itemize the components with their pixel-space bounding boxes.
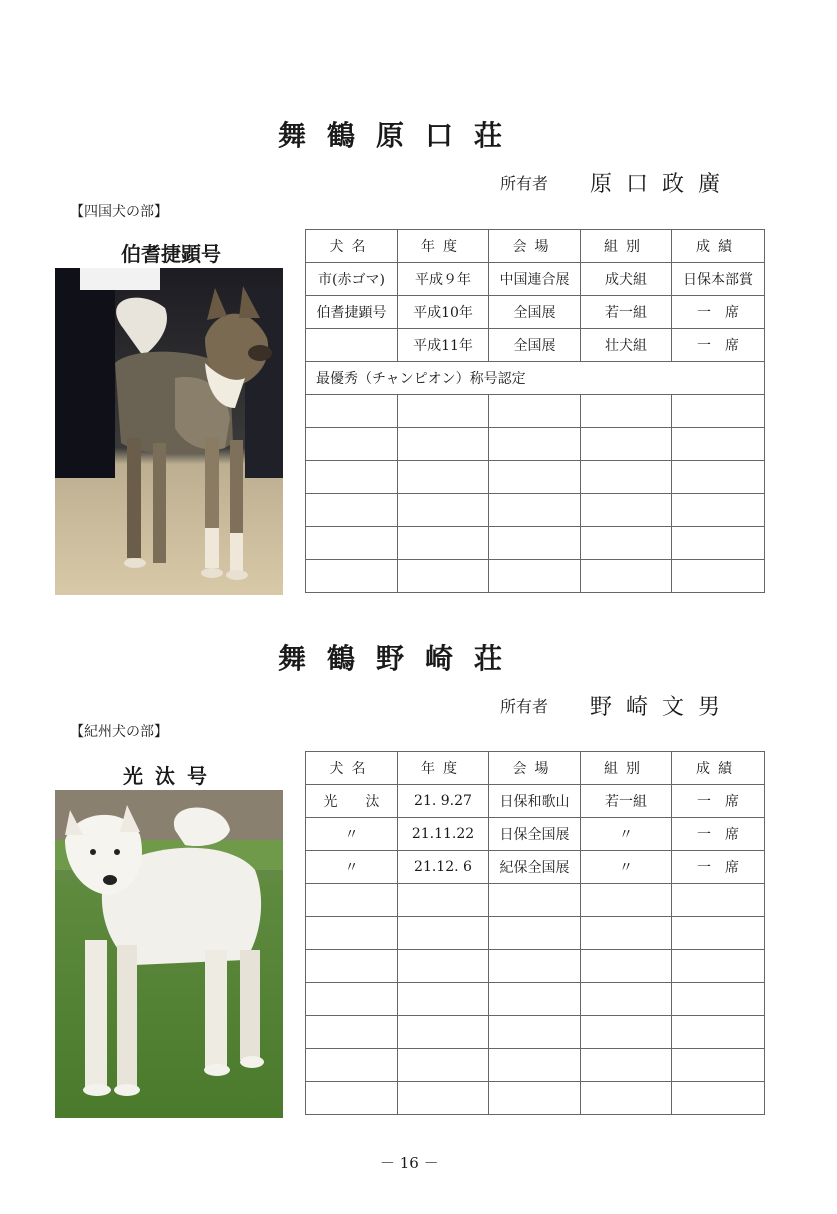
cell-dog-name: 市(赤ゴマ) — [306, 263, 398, 296]
col-dog-name-header: 犬名 — [306, 752, 398, 785]
table-empty-row — [306, 527, 765, 560]
cell-class: 若一組 — [581, 296, 672, 329]
kishu-dog-photo — [55, 790, 283, 1118]
col-result-header: 成績 — [672, 752, 765, 785]
col-year-header: 年度 — [398, 230, 489, 263]
page-number: － 16 － — [380, 1154, 439, 1172]
col-result-header: 成績 — [672, 230, 765, 263]
owner-name: 野崎文男 — [590, 695, 735, 720]
table-row — [306, 785, 765, 818]
show-record-table — [305, 751, 765, 1115]
dog-name: 光汰号 — [123, 764, 219, 788]
shikoku-dog-photo — [55, 268, 283, 595]
cell-venue: 日保全国展 — [489, 818, 581, 851]
owner-label: 所有者 — [500, 174, 549, 193]
cell-year: 21.12. 6 — [398, 851, 489, 884]
cell-class: 〃 — [581, 818, 672, 851]
cell-class: 成犬組 — [581, 263, 672, 296]
cell-dog-name: 〃 — [306, 851, 398, 884]
kennel-title: 舞鶴野崎荘 — [278, 642, 524, 675]
cell-year: 平成９年 — [398, 263, 489, 296]
cell-class: 〃 — [581, 851, 672, 884]
dog-photo — [55, 790, 283, 1118]
table-empty-row — [306, 1049, 765, 1082]
table-note-row — [306, 362, 765, 395]
col-dog-name-header: 犬名 — [306, 230, 398, 263]
cell-result: 一 席 — [672, 296, 765, 329]
table-empty-row — [306, 428, 765, 461]
table-empty-row — [306, 1082, 765, 1115]
kennel-title: 舞鶴原口荘 — [278, 119, 524, 152]
dog-name: 伯耆捷顕号 — [121, 242, 221, 266]
table-header-row — [306, 752, 765, 785]
cell-result: 一 席 — [672, 851, 765, 884]
table-empty-row — [306, 395, 765, 428]
cell-venue: 日保和歌山 — [489, 785, 581, 818]
table-empty-row — [306, 560, 765, 593]
table-empty-row — [306, 917, 765, 950]
championship-note: 最優秀（チャンピオン）称号認定 — [306, 362, 765, 395]
col-venue-header: 会場 — [489, 752, 581, 785]
table-empty-row — [306, 494, 765, 527]
cell-year: 平成10年 — [398, 296, 489, 329]
table-row — [306, 263, 765, 296]
col-class-header: 組別 — [581, 230, 672, 263]
dog-photo — [55, 268, 283, 595]
table-row — [306, 851, 765, 884]
table-header-row — [306, 230, 765, 263]
col-year-header: 年度 — [398, 752, 489, 785]
cell-venue: 全国展 — [489, 329, 581, 362]
cell-venue: 全国展 — [489, 296, 581, 329]
cell-year: 平成11年 — [398, 329, 489, 362]
cell-result: 一 席 — [672, 785, 765, 818]
cell-dog-name — [306, 329, 398, 362]
cell-result: 一 席 — [672, 329, 765, 362]
table-empty-row — [306, 950, 765, 983]
section-label: 【四国犬の部】 — [70, 204, 168, 220]
section-label: 【紀州犬の部】 — [70, 724, 168, 740]
cell-dog-name: 伯耆捷顕号 — [306, 296, 398, 329]
table-row — [306, 296, 765, 329]
table-empty-row — [306, 884, 765, 917]
cell-venue: 紀保全国展 — [489, 851, 581, 884]
table-empty-row — [306, 1016, 765, 1049]
cell-result: 日保本部賞 — [672, 263, 765, 296]
cell-class: 壮犬組 — [581, 329, 672, 362]
show-record-table — [305, 229, 765, 593]
table-row — [306, 329, 765, 362]
cell-dog-name: 〃 — [306, 818, 398, 851]
owner-label: 所有者 — [500, 697, 549, 716]
col-class-header: 組別 — [581, 752, 672, 785]
cell-class: 若一組 — [581, 785, 672, 818]
cell-result: 一 席 — [672, 818, 765, 851]
cell-year: 21.11.22 — [398, 818, 489, 851]
cell-venue: 中国連合展 — [489, 263, 581, 296]
cell-dog-name: 光 汰 — [306, 785, 398, 818]
table-empty-row — [306, 461, 765, 494]
table-row — [306, 818, 765, 851]
col-venue-header: 会場 — [489, 230, 581, 263]
cell-year: 21. 9.27 — [398, 785, 489, 818]
owner-name: 原口政廣 — [590, 172, 735, 197]
table-empty-row — [306, 983, 765, 1016]
